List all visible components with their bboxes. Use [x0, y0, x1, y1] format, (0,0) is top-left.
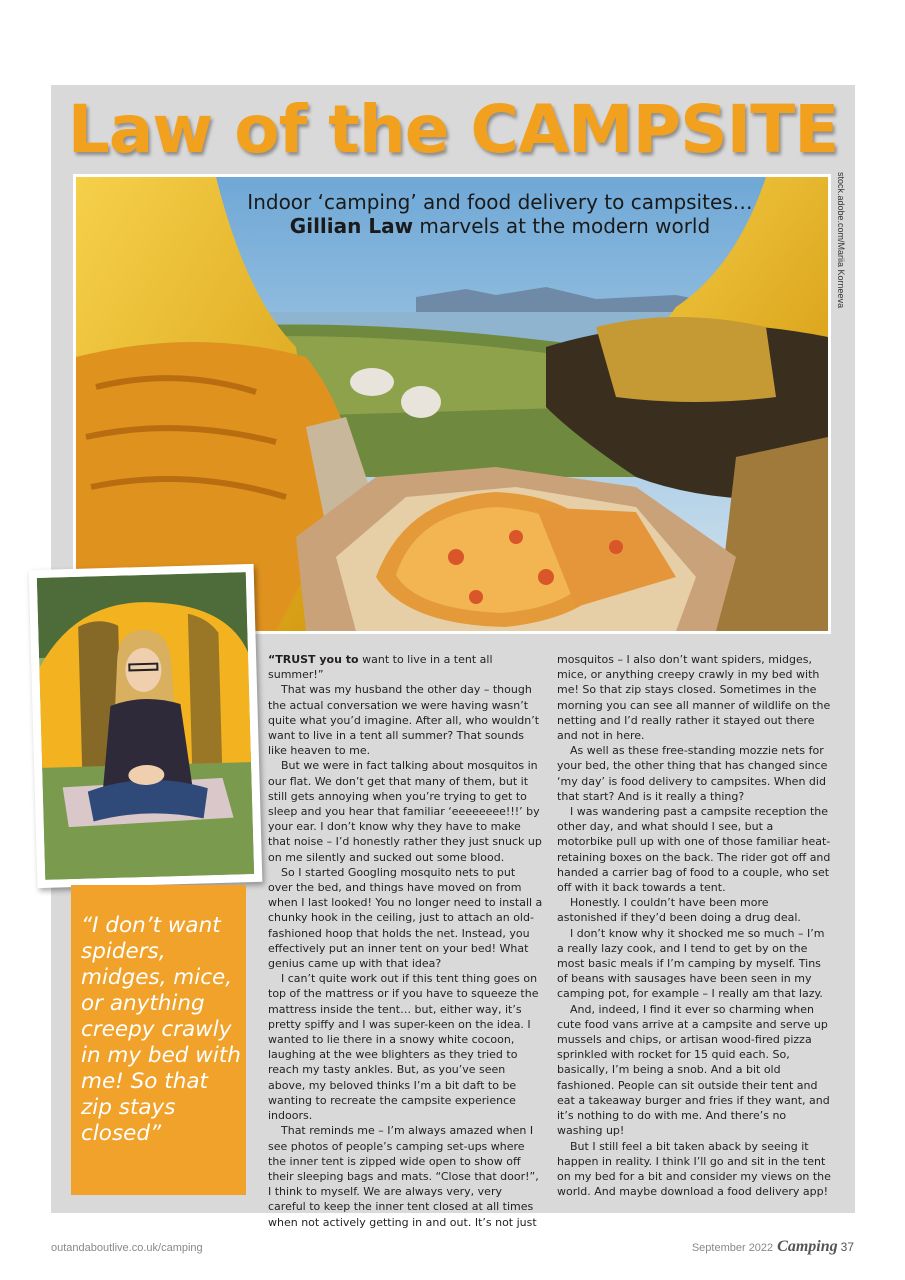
- lead-paragraph: [268, 652, 543, 682]
- body-paragraph: I don’t know why it shocked me so much – I’m a really lazy cook, and I tend to get by on the most basic meals if I’m camping by myself. Tins of beans with sausages have been seen in my camping pot, for example – I really am that lazy.: [557, 926, 825, 1001]
- hero-photo-illustration: [76, 177, 828, 631]
- footer-folio: [692, 1238, 854, 1256]
- body-paragraph: As well as these free-standing mozzie nets for your bed, the other thing that has changed since ‘my day’ is food delivery to campsites. When did that start? And is it really a thing?: [557, 744, 828, 803]
- body-paragraph: And, indeed, I find it ever so charming when cute food vans arrive at a campsite and serve up mussels and chips, or artisan wood-fired pizza sprinkled with rocket for 15 quid each. So, basically, I’m being a snob. And a bit old fashioned. People can sit outside their tent and eat a takeaway burger and fries if they want, and it’s nothing to do with me. And there’s no washing up!: [557, 1002, 830, 1138]
- magazine-logo: Camping: [777, 1238, 838, 1255]
- author-photo: [29, 564, 263, 888]
- footer-url: outandaboutlive.co.uk/camping: [51, 1242, 203, 1254]
- body-paragraph: I was wandering past a campsite reception the other day, and what should I see, but a motorbike pull up with one of those familiar heat-retaining boxes on the back. The rider got off and handed a carrier bag of food to a couple, who set off with it back towards a tent.: [557, 805, 831, 895]
- body-paragraph: Honestly. I couldn’t have been more astonished if they’d been doing a drug deal.: [557, 896, 801, 925]
- headline: Law of the CAMPSITE: [67, 91, 839, 168]
- column-2: [557, 652, 832, 1199]
- body-paragraph: So I started Googling mosquito nets to put over the bed, and things have moved on from when I last looked! You no longer need to install a chunky hook in the ceiling, just to attach an old-fashioned hoop that holds the net. Instead, you effectively put an inner tent on your bed! What genius came up with that idea?: [268, 865, 543, 971]
- body-paragraph: That was my husband the other day – though the actual conversation we were having wasn’t quite what you’d imagine. After all, who wouldn’t want to live in a tent all summer? That sounds like heaven to me.: [268, 683, 540, 758]
- column-1: [268, 652, 543, 1230]
- author-photo-illustration: [37, 572, 254, 880]
- body-paragraph: But we were in fact talking about mosquitos in our flat. We don’t get that many of them, but it still gets annoying when you’re trying to get to sleep and you hear that familiar ‘eeeeeeee!!!’ by your ear. I don’t know why they have to make that noise – I’d honestly rather they just snuck up on me silently and sucked out some blood.: [268, 759, 542, 864]
- photo-credit: stock.adobe.com/Mariia Korneeva: [836, 172, 846, 309]
- body-paragraph: But I still feel a bit taken aback by seeing it happen in reality. I think I’ll go and sit in the tent on my bed for a bit and consider my views on the world. And maybe download a food delivery app!: [557, 1139, 831, 1199]
- pull-quote-box: [71, 885, 246, 1195]
- lead-bold: “TRUST you to: [268, 653, 359, 666]
- standfirst-line1: Indoor ‘camping’ and food delivery to campsites…: [247, 190, 753, 214]
- standfirst: [140, 190, 860, 238]
- body-paragraph: I can’t quite work out if this tent thing goes on top of the mattress or if you have to squeeze the mattress inside the tent… but, either way, it’s pretty spiffy and I was super-keen on the idea. I wanted to lie there in a snowy white cocoon, laughing at the wee blighters as they tried to reach my tasty ankles. But, as you’ve seen above, my beloved thinks I’m a bit daft to be wanting to recreate the campsite experience indoors.: [268, 972, 539, 1123]
- body-paragraph: That reminds me – I’m always amazed when I see photos of people’s camping set-ups where the inner tent is zipped wide open to show off their sleeping bags and mats. “Close that door!”, I think to myself. We are always very, very careful to keep the inner tent closed at all times when not actively getting in and out. It’s not just: [268, 1124, 539, 1229]
- page-number: 37: [840, 1240, 854, 1254]
- pull-quote: “I don’t want spiders, midges, mice, or anything creepy crawly in my bed with me! So that zip stays closed”: [81, 913, 241, 1146]
- standfirst-line2: [140, 214, 860, 238]
- footer-date: September 2022: [691, 1242, 774, 1254]
- body-paragraph: mosquitos – I also don’t want spiders, midges, mice, or anything creepy crawly in my bed with me! So that zip stays closed. Sometimes in the morning you can see all manner of wildlife on the netting and I’d really rather it stayed out there and not in here.: [557, 653, 831, 743]
- author-name: Gillian Law: [289, 214, 414, 238]
- lead-rest: want to live in a tent all summer!”: [268, 653, 493, 682]
- standfirst-line2-rest: marvels at the modern world: [413, 214, 711, 238]
